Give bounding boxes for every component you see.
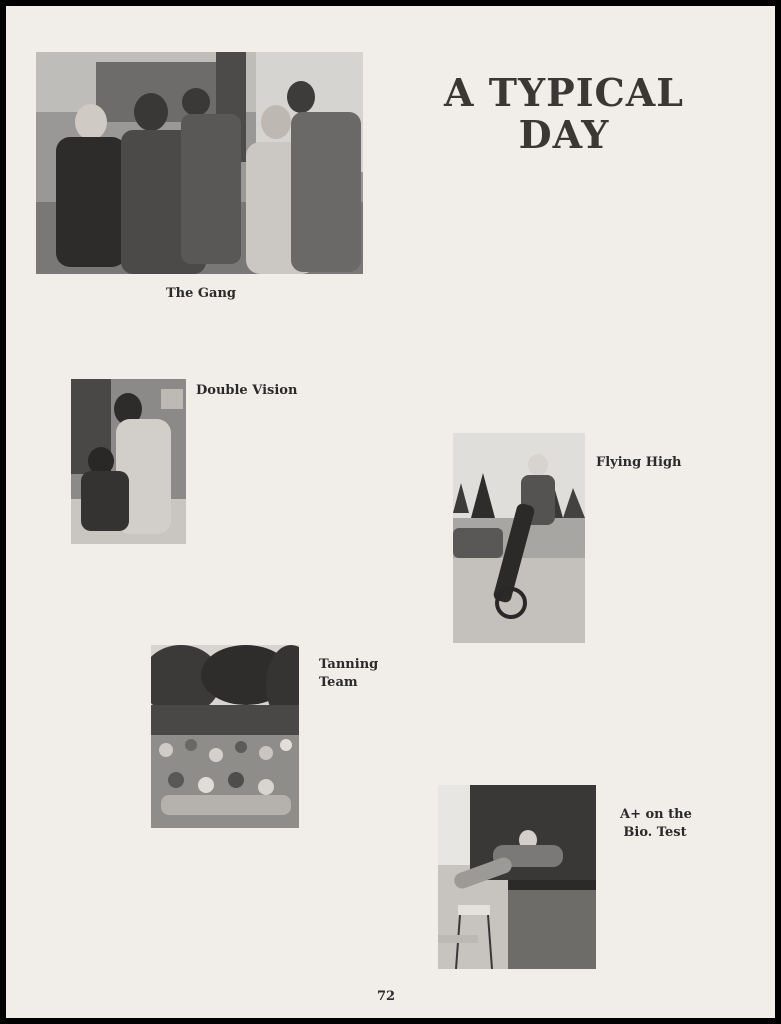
bio-test-photo xyxy=(438,785,596,969)
page-title xyxy=(414,72,714,156)
bio-test-caption-line1: A+ on the xyxy=(620,807,692,822)
double-vision-photo xyxy=(71,379,186,544)
the-gang-caption: The Gang xyxy=(166,286,236,301)
yearbook-page xyxy=(6,6,775,1018)
flying-high-caption: Flying High xyxy=(596,455,682,470)
the-gang-photo xyxy=(36,52,363,274)
page-title-line1: A TYPICAL xyxy=(444,70,684,115)
tanning-team-caption xyxy=(319,656,378,692)
page-title-line2: DAY xyxy=(518,112,610,157)
bio-test-caption xyxy=(620,806,690,842)
tanning-team-caption-line2: Team xyxy=(319,675,358,690)
tanning-team-caption-line1: Tanning xyxy=(319,657,379,672)
bio-test-caption-line2: Bio. Test xyxy=(623,825,687,840)
page-number: 72 xyxy=(376,989,396,1004)
tanning-team-photo xyxy=(151,645,299,828)
flying-high-photo xyxy=(453,433,585,643)
double-vision-caption: Double Vision xyxy=(196,383,298,398)
